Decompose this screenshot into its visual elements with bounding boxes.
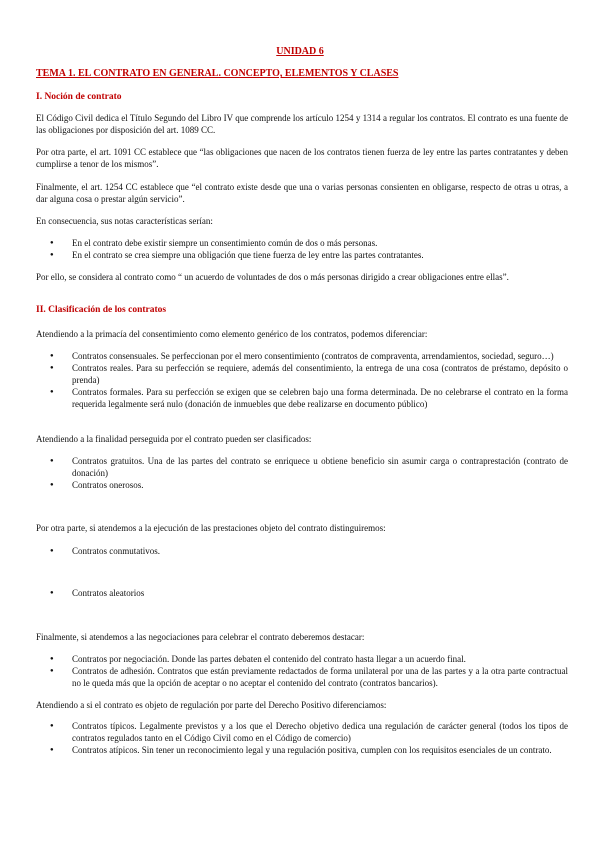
- paragraph: Finalmente, si atendemos a las negociaciones para celebrar el contrato deberemos destacar:: [36, 632, 365, 642]
- paragraph: Atendiendo a la finalidad perseguida por el contrato pueden ser clasificados:: [36, 434, 312, 444]
- list-item: ● Contratos gratuitos. Una de las partes del contrato se enriquece u obtiene beneficio sin asumir carga o contraprestación (contrato de donación): [36, 455, 568, 479]
- list-item: ● Contratos aleatorios: [36, 587, 568, 599]
- list-item: ● En el contrato debe existir siempre un consentimiento común de dos o más personas.: [36, 237, 568, 249]
- section-2-title: II. Clasificación de los contratos: [36, 305, 167, 315]
- bullet-list: [36, 237, 568, 261]
- list-item: ● Contratos conmutativos.: [36, 545, 568, 557]
- list-item: ● Contratos formales. Para su perfección se exigen que se celebren bajo una forma determinada. De no celebrarse el contrato en la forma requerida legalmente será nulo (donación de inmuebles que debe realizarse en documento público): [36, 386, 568, 410]
- paragraph: Atendiendo a la primacía del consentimiento como elemento genérico de los contratos, podemos diferenciar:: [36, 329, 428, 339]
- bullet-list: [36, 720, 568, 756]
- paragraph: Atendiendo a si el contrato es objeto de regulación por parte del Derecho Positivo diferenciamos:: [36, 700, 387, 710]
- list-item: ● En el contrato se crea siempre una obligación que tiene fuerza de ley entre las partes contratantes.: [36, 249, 568, 261]
- list-item: ● Contratos consensuales. Se perfeccionan por el mero consentimiento (contratos de compraventa, arrendamientos, sociedad, seguro…): [36, 350, 568, 362]
- tema-title: TEMA 1. EL CONTRATO EN GENERAL. CONCEPTO, ELEMENTOS Y CLASES: [36, 68, 399, 79]
- paragraph: Por ello, se considera al contrato como “ un acuerdo de voluntades de dos o más personas dirigido a crear obligaciones entre ellas”.: [36, 272, 509, 282]
- bullet-list: [36, 587, 568, 599]
- bullet-list: [36, 455, 568, 491]
- bullet-list: [36, 653, 568, 689]
- list-item: ● Contratos reales. Para su perfección se requiere, además del consentimiento, la entrega de una cosa (contratos de préstamo, depósito o prenda): [36, 362, 568, 386]
- list-item: ● Contratos atípicos. Sin tener un reconocimiento legal y una regulación positiva, cumplen con los requisitos esenciales de un contrato.: [36, 744, 568, 756]
- unit-title: UNIDAD 6: [276, 46, 324, 57]
- section-1-title: I. Noción de contrato: [36, 92, 122, 102]
- bullet-list: [36, 545, 568, 557]
- list-item: ● Contratos típicos. Legalmente previstos y a los que el Derecho objetivo dedica una regulación de carácter general (todos los tipos de contratos regulados tanto en el Código Civil como en el Código de comercio): [36, 720, 568, 744]
- paragraph: Finalmente, el art. 1254 CC establece que “el contrato existe desde que una o varias personas consienten en obligarse, respecto de otras u otras, a dar alguna cosa o prestar algún servicio”.: [36, 182, 568, 204]
- paragraph: Por otra parte, el art. 1091 CC establece que “las obligaciones que nacen de los contratos tienen fuerza de ley entre las partes contratantes y deben cumplirse a tenor de los mismos”.: [36, 147, 568, 169]
- list-item: ● Contratos de adhesión. Contratos que están previamente redactados de forma unilateral por una de las partes y a la otra parte contractual no le queda más que la opción de aceptar o no aceptar el contenido del contrato (contratos bancarios).: [36, 665, 568, 689]
- bullet-list: [36, 350, 568, 410]
- paragraph: Por otra parte, si atendemos a la ejecución de las prestaciones objeto del contrato distinguiremos:: [36, 523, 386, 533]
- paragraph: El Código Civil dedica el Título Segundo del Libro IV que comprende los artículo 1254 y 1314 a regular los contratos. El contrato es una fuente de las obligaciones por disposición del art. 1089 CC.: [36, 113, 568, 135]
- list-item: ● Contratos por negociación. Donde las partes debaten el contenido del contrato hasta llegar a un acuerdo final.: [36, 653, 568, 665]
- paragraph: En consecuencia, sus notas características serían:: [36, 216, 213, 226]
- list-item: ● Contratos onerosos.: [36, 479, 568, 491]
